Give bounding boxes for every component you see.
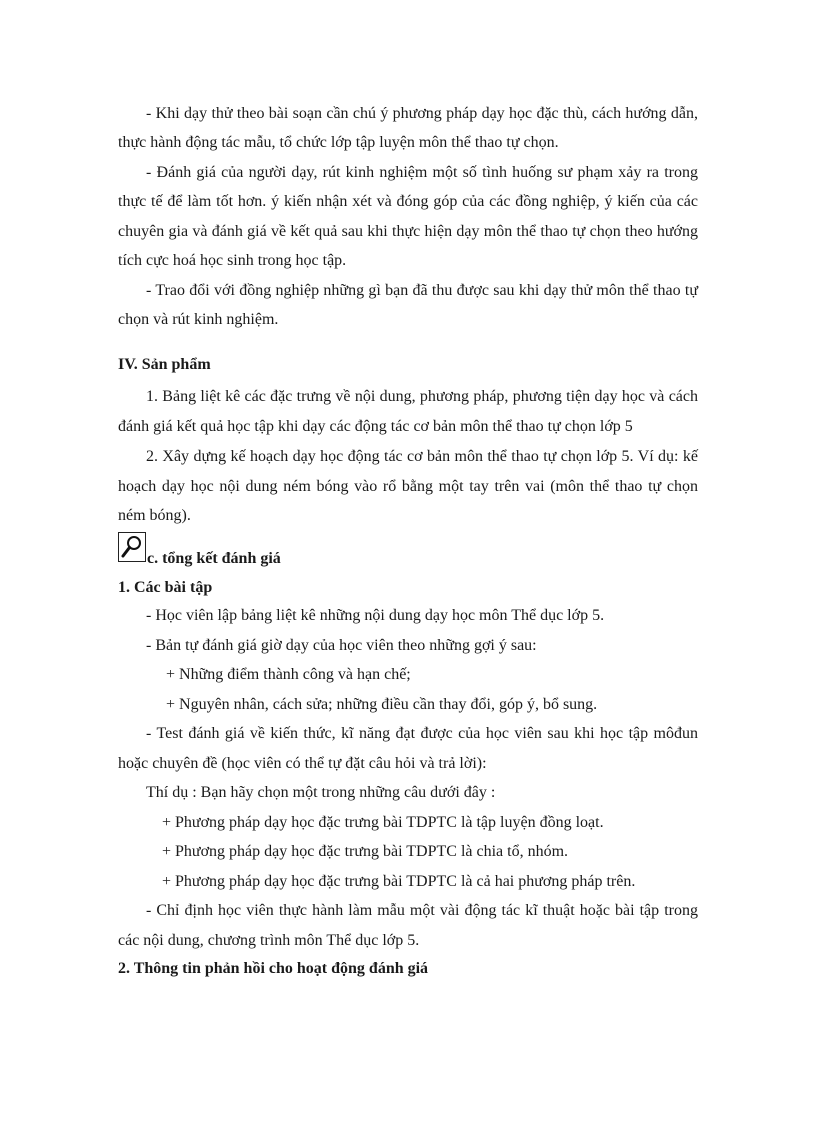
paragraph-line: - Test đánh giá về kiến thức, kĩ năng đạt được của học viên sau khi học tập môđun: [146, 725, 698, 742]
subsection-heading: 1. Các bài tập: [118, 579, 213, 596]
paragraph-line: đánh giá kết quả học tập khi dạy các động tác cơ bản môn thể thao tự chọn lớp 5: [118, 418, 633, 435]
list-item: + Những điểm thành công và hạn chế;: [166, 666, 411, 683]
paragraph-line: thực hành động tác mẫu, tổ chức lớp tập luyện môn thể thao tự chọn.: [118, 134, 559, 151]
section-heading: IV. Sản phẩm: [118, 356, 211, 373]
paragraph-line: thực tế để làm tốt hơn. ý kiến nhận xét và đóng góp của các đồng nghiệp, ý kiến của các: [118, 193, 698, 210]
paragraph-line: hoặc chuyên đề (học viên có thể tự đặt câu hỏi và trả lời):: [118, 755, 487, 772]
paragraph-line: hoạch dạy học nội dung ném bóng vào rổ bằng một tay trên vai (môn thể thao tự chọn: [118, 478, 698, 495]
list-item: - Bản tự đánh giá giờ dạy của học viên theo những gợi ý sau:: [146, 637, 537, 654]
paragraph-line: chọn và rút kinh nghiệm.: [118, 311, 279, 328]
option-item: + Phương pháp dạy học đặc trưng bài TDPTC là tập luyện đồng loạt.: [162, 814, 604, 831]
section-heading-c: c. tổng kết đánh giá: [147, 550, 281, 567]
paragraph-line: - Chỉ định học viên thực hành làm mẫu một vài động tác kĩ thuật hoặc bài tập trong: [146, 902, 698, 919]
list-item: - Học viên lập bảng liệt kê những nội dung dạy học môn Thể dục lớp 5.: [146, 607, 605, 624]
option-item: + Phương pháp dạy học đặc trưng bài TDPTC là cả hai phương pháp trên.: [162, 873, 636, 890]
magnifier-icon: [118, 532, 146, 562]
option-item: + Phương pháp dạy học đặc trưng bài TDPTC là chia tổ, nhóm.: [162, 843, 569, 860]
paragraph-line: 1. Bảng liệt kê các đặc trưng về nội dung, phương pháp, phương tiện dạy học và cách: [146, 388, 698, 405]
paragraph-line: các nội dung, chương trình môn Thể dục lớp 5.: [118, 932, 420, 949]
paragraph-line: chuyên gia và đánh giá về kết quả sau khi thực hiện dạy môn thể thao tự chọn theo hướng: [118, 223, 698, 240]
list-item: + Nguyên nhân, cách sửa; những điều cần thay đổi, góp ý, bổ sung.: [166, 696, 598, 713]
paragraph-line: 2. Xây dựng kế hoạch dạy học động tác cơ bản môn thể thao tự chọn lớp 5. Ví dụ: kế: [146, 448, 698, 465]
paragraph-line: tích cực hoá học sinh trong học tập.: [118, 252, 347, 269]
paragraph-line: - Trao đổi với đồng nghiệp những gì bạn đã thu được sau khi dạy thử môn thể thao tự: [146, 282, 698, 299]
paragraph-line: - Khi dạy thử theo bài soạn cần chú ý phương pháp dạy học đặc thù, cách hướng dẫn,: [146, 105, 698, 122]
example-line: Thí dụ : Bạn hãy chọn một trong những câu dưới đây :: [146, 784, 496, 801]
subsection-heading: 2. Thông tin phản hồi cho hoạt động đánh giá: [118, 960, 429, 977]
paragraph-line: - Đánh giá của người dạy, rút kinh nghiệm một số tình huống sư phạm xảy ra trong: [146, 164, 698, 181]
paragraph-line: ném bóng).: [118, 507, 191, 524]
